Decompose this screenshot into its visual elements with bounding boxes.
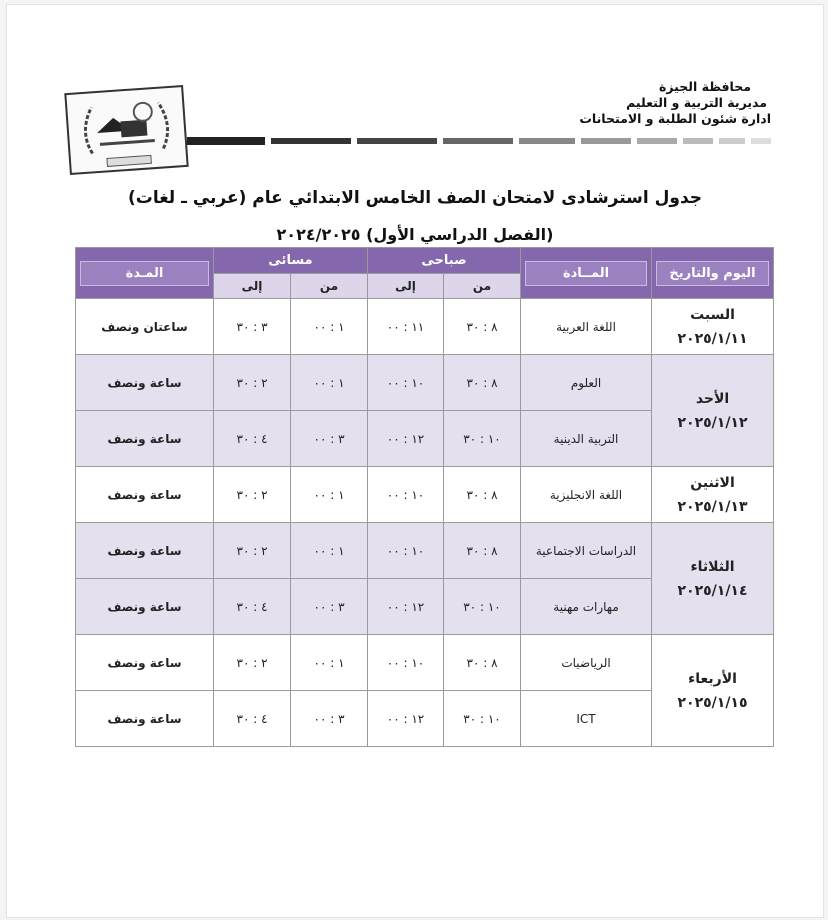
- evening-to-cell: ٢ : ٣٠: [214, 635, 291, 691]
- header-evening-to: إلى: [214, 274, 291, 299]
- directorate-name: مديرية التربية و التعليم: [626, 95, 767, 110]
- governorate-name: محافظة الجيزة: [659, 79, 751, 94]
- morning-to-cell: ١٠ : ٠٠: [368, 355, 444, 411]
- subject-cell: اللغة العربية: [521, 299, 652, 355]
- subject-cell: الرياضيات: [521, 635, 652, 691]
- evening-to-cell: ٤ : ٣٠: [214, 691, 291, 747]
- morning-to-cell: ١٠ : ٠٠: [368, 523, 444, 579]
- evening-from-cell: ١ : ٠٠: [291, 467, 368, 523]
- table-row: [76, 523, 774, 579]
- duration-cell: ساعة ونصف: [76, 355, 214, 411]
- exam-date: ٢٠٢٥/١/١٤: [677, 582, 748, 599]
- evening-from-cell: ٣ : ٠٠: [291, 691, 368, 747]
- exam-date: ٢٠٢٥/١/١١: [677, 330, 748, 347]
- duration-cell: ساعة ونصف: [76, 411, 214, 467]
- subject-cell: الدراسات الاجتماعية: [521, 523, 652, 579]
- evening-to-cell: ٢ : ٣٠: [214, 355, 291, 411]
- evening-from-cell: ١ : ٠٠: [291, 355, 368, 411]
- header-day-date: اليوم والتاريخ: [652, 248, 774, 299]
- subject-cell: العلوم: [521, 355, 652, 411]
- subject-cell: مهارات مهنية: [521, 579, 652, 635]
- organization-header: [579, 79, 771, 127]
- duration-cell: ساعة ونصف: [76, 579, 214, 635]
- morning-from-cell: ١٠ : ٣٠: [444, 411, 521, 467]
- evening-from-cell: ١ : ٠٠: [291, 523, 368, 579]
- evening-from-cell: ١ : ٠٠: [291, 635, 368, 691]
- day-name: السبت: [690, 306, 735, 323]
- day-name: الأحد: [695, 390, 730, 407]
- header-evening-from: من: [291, 274, 368, 299]
- document-subtitle: (الفصل الدراسي الأول) ٢٠٢٤/٢٠٢٥: [276, 225, 554, 244]
- day-date-cell: [652, 355, 774, 467]
- exam-date: ٢٠٢٥/١/١٢: [677, 414, 748, 431]
- subject-cell: اللغة الانجليزية: [521, 467, 652, 523]
- header-morning-from: من: [444, 274, 521, 299]
- evening-from-cell: ٣ : ٠٠: [291, 411, 368, 467]
- exam-date: ٢٠٢٥/١/١٥: [677, 694, 748, 711]
- evening-to-cell: ٣ : ٣٠: [214, 299, 291, 355]
- day-date-cell: [652, 523, 774, 635]
- header-morning-to: إلى: [368, 274, 444, 299]
- morning-from-cell: ٨ : ٣٠: [444, 523, 521, 579]
- duration-cell: ساعتان ونصف: [76, 299, 214, 355]
- evening-from-cell: ٣ : ٠٠: [291, 579, 368, 635]
- subject-cell: ICT: [521, 691, 652, 747]
- header-morning: صباحى: [368, 248, 521, 274]
- day-date-cell: [652, 467, 774, 523]
- evening-from-cell: ١ : ٠٠: [291, 299, 368, 355]
- morning-to-cell: ١٠ : ٠٠: [368, 467, 444, 523]
- morning-from-cell: ١٠ : ٣٠: [444, 691, 521, 747]
- day-name: الثلاثاء: [690, 558, 735, 575]
- morning-to-cell: ١٢ : ٠٠: [368, 579, 444, 635]
- morning-from-cell: ٨ : ٣٠: [444, 467, 521, 523]
- day-name: الأربعاء: [688, 670, 737, 687]
- morning-from-cell: ٨ : ٣٠: [444, 299, 521, 355]
- table-row: [76, 299, 774, 355]
- day-date-cell: [652, 635, 774, 747]
- schedule-body: [76, 299, 774, 747]
- logo-emblem-icon: [66, 87, 186, 173]
- morning-to-cell: ١١ : ٠٠: [368, 299, 444, 355]
- table-row: [76, 355, 774, 411]
- morning-to-cell: ١٠ : ٠٠: [368, 635, 444, 691]
- document-title: جدول استرشادى لامتحان الصف الخامس الابتدائي عام (عربي ـ لغات): [127, 188, 703, 208]
- morning-to-cell: ١٢ : ٠٠: [368, 411, 444, 467]
- table-row: [76, 635, 774, 691]
- duration-cell: ساعة ونصف: [76, 467, 214, 523]
- evening-to-cell: ٢ : ٣٠: [214, 467, 291, 523]
- exam-date: ٢٠٢٥/١/١٣: [677, 498, 748, 515]
- duration-cell: ساعة ونصف: [76, 523, 214, 579]
- morning-from-cell: ٨ : ٣٠: [444, 635, 521, 691]
- day-date-cell: [652, 299, 774, 355]
- duration-cell: ساعة ونصف: [76, 691, 214, 747]
- day-name: الاثنين: [690, 474, 735, 491]
- header-evening: مسائى: [214, 248, 368, 274]
- evening-to-cell: ٢ : ٣٠: [214, 523, 291, 579]
- subject-cell: التربية الدينية: [521, 411, 652, 467]
- header-subject: المــادة: [521, 248, 652, 299]
- duration-cell: ساعة ونصف: [76, 635, 214, 691]
- evening-to-cell: ٤ : ٣٠: [214, 579, 291, 635]
- decorative-rule: [187, 137, 777, 145]
- table-row: [76, 467, 774, 523]
- header-duration: المـدة: [76, 248, 214, 299]
- department-name: ادارة شئون الطلبة و الامتحانات: [579, 111, 771, 126]
- morning-from-cell: ٨ : ٣٠: [444, 355, 521, 411]
- exam-schedule-table: [75, 247, 774, 747]
- morning-from-cell: ١٠ : ٣٠: [444, 579, 521, 635]
- department-logo: [64, 85, 188, 175]
- morning-to-cell: ١٢ : ٠٠: [368, 691, 444, 747]
- evening-to-cell: ٤ : ٣٠: [214, 411, 291, 467]
